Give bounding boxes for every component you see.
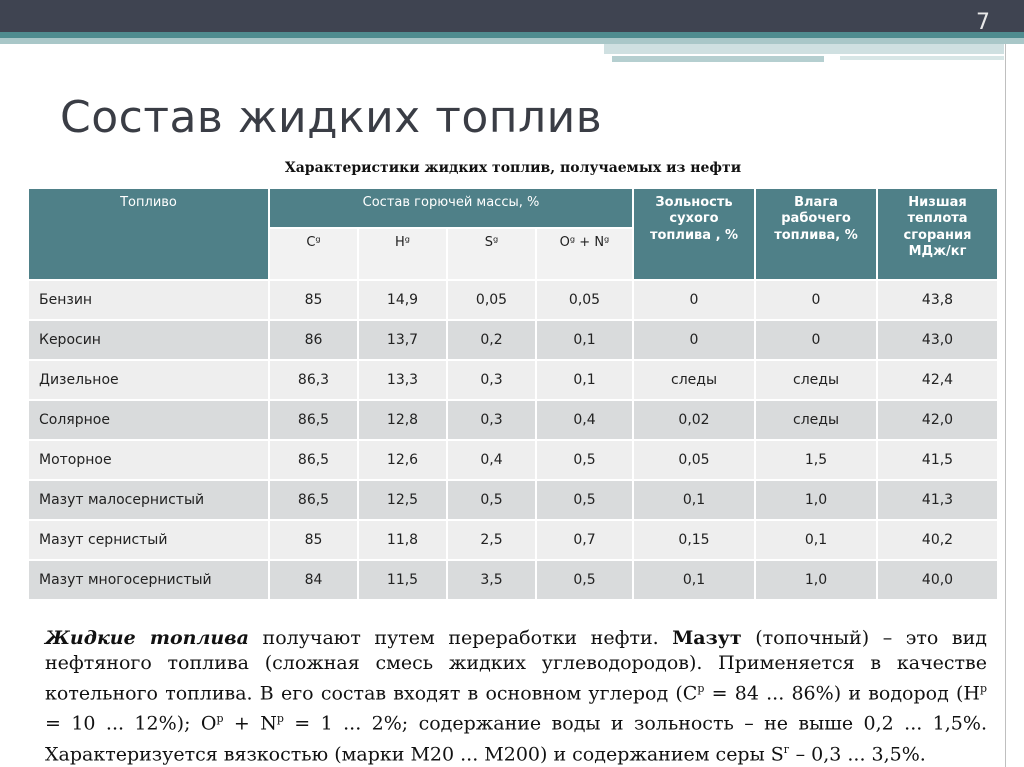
value-cell: 85 — [269, 520, 358, 560]
fuel-name-cell: Солярное — [28, 400, 269, 440]
value-cell: 43,8 — [877, 280, 998, 320]
value-cell: 0,3 — [447, 360, 536, 400]
value-cell: 43,0 — [877, 320, 998, 360]
table-row — [28, 280, 998, 320]
value-cell: 0,15 — [633, 520, 755, 560]
value-cell: следы — [633, 360, 755, 400]
table-row — [28, 360, 998, 400]
value-cell: 41,5 — [877, 440, 998, 480]
fuel-name-cell: Моторное — [28, 440, 269, 480]
value-cell: 0,4 — [447, 440, 536, 480]
term-mazut: Мазут — [672, 627, 742, 649]
value-cell: 86,3 — [269, 360, 358, 400]
value-cell: 0,1 — [536, 320, 633, 360]
table-row — [28, 480, 998, 520]
value-cell: 0 — [633, 320, 755, 360]
value-cell: 84 — [269, 560, 358, 600]
value-cell: 42,0 — [877, 400, 998, 440]
fuel-name-cell: Мазут сернистый — [28, 520, 269, 560]
subheader-h: Hᵍ — [358, 228, 447, 280]
value-cell: 0 — [633, 280, 755, 320]
note-sup: р — [979, 682, 988, 695]
value-cell: 1,5 — [755, 440, 877, 480]
value-cell: 0 — [755, 280, 877, 320]
note-sup: г — [783, 742, 790, 756]
value-cell: 2,5 — [447, 520, 536, 560]
fuel-table — [27, 187, 999, 601]
value-cell: 13,3 — [358, 360, 447, 400]
fuel-name-cell: Бензин — [28, 280, 269, 320]
value-cell: 41,3 — [877, 480, 998, 520]
value-cell: 0,2 — [447, 320, 536, 360]
value-cell: 1,0 — [755, 560, 877, 600]
slide-number: 7 — [976, 10, 990, 35]
value-cell: 86,5 — [269, 400, 358, 440]
value-cell: 86 — [269, 320, 358, 360]
note-text: = 1 ... 2%; содержание воды и зольность – не выше 0,2 ... 1,5%. Характеризуется вязкостью (марки М20 ... М200) и содержанием серы S — [45, 712, 987, 765]
note-text: (топочный) – это вид нефтяного топлива (сложная смесь жидких углеводородов). Применяется в качестве котельного топлива. В его состав входят в основном углерод (C — [45, 627, 987, 705]
subheader-s: Sᵍ — [447, 228, 536, 280]
subheader-c: Cᵍ — [269, 228, 358, 280]
value-cell: 0,05 — [536, 280, 633, 320]
header-moisture: Влага рабочего топлива, % — [755, 188, 877, 280]
table-row — [28, 320, 998, 360]
note-sup: р — [697, 682, 705, 695]
value-cell: 40,2 — [877, 520, 998, 560]
header-band — [0, 0, 1024, 32]
value-cell: 86,5 — [269, 440, 358, 480]
subheader-on: Oᵍ + Nᵍ — [536, 228, 633, 280]
value-cell: 0,05 — [633, 440, 755, 480]
note-text: получают путем переработки нефти. — [248, 627, 673, 649]
page-title: Состав жидких топлив — [60, 92, 603, 143]
term-liquid-fuels: Жидкие топлива — [45, 627, 249, 649]
value-cell: 1,0 — [755, 480, 877, 520]
value-cell: 86,5 — [269, 480, 358, 520]
value-cell: 40,0 — [877, 560, 998, 600]
description-paragraph — [45, 626, 987, 767]
value-cell: 0,7 — [536, 520, 633, 560]
table-row — [28, 520, 998, 560]
value-cell: 0,02 — [633, 400, 755, 440]
value-cell: 12,6 — [358, 440, 447, 480]
fuel-name-cell: Мазут многосернистый — [28, 560, 269, 600]
value-cell: 42,4 — [877, 360, 998, 400]
value-cell: 0,3 — [447, 400, 536, 440]
fuel-name-cell: Дизельное — [28, 360, 269, 400]
table-row — [28, 400, 998, 440]
value-cell: 0,5 — [536, 440, 633, 480]
value-cell: 85 — [269, 280, 358, 320]
value-cell: 13,7 — [358, 320, 447, 360]
value-cell: следы — [755, 360, 877, 400]
value-cell: 0,05 — [447, 280, 536, 320]
value-cell: 12,8 — [358, 400, 447, 440]
value-cell: 11,8 — [358, 520, 447, 560]
table-caption: Характеристики жидких топлив, получаемых из нефти — [284, 160, 742, 176]
value-cell: 0,1 — [755, 520, 877, 560]
value-cell: 3,5 — [447, 560, 536, 600]
header-heat: Низшая теплота сгорания МДж/кг — [877, 188, 998, 280]
value-cell: 14,9 — [358, 280, 447, 320]
value-cell: 0,1 — [633, 480, 755, 520]
value-cell: 0,1 — [536, 360, 633, 400]
value-cell: следы — [755, 400, 877, 440]
value-cell: 0,4 — [536, 400, 633, 440]
header-composition: Состав горючей массы, % — [269, 188, 633, 228]
note-text: = 84 ... 86%) и водород (H — [704, 682, 980, 705]
value-cell: 12,5 — [358, 480, 447, 520]
table-row — [28, 440, 998, 480]
value-cell: 0,5 — [447, 480, 536, 520]
note-text: = 10 ... 12%); O — [45, 712, 217, 735]
value-cell: 11,5 — [358, 560, 447, 600]
note-text: – 0,3 ... 3,5%. — [789, 742, 926, 765]
fuel-name-cell: Мазут малосернистый — [28, 480, 269, 520]
header-ash: Зольность сухого топлива , % — [633, 188, 755, 280]
fuel-name-cell: Керосин — [28, 320, 269, 360]
value-cell: 0,1 — [633, 560, 755, 600]
value-cell: 0,5 — [536, 480, 633, 520]
value-cell: 0,5 — [536, 560, 633, 600]
value-cell: 0 — [755, 320, 877, 360]
note-sup: р — [216, 712, 224, 726]
note-sup: р — [276, 712, 284, 726]
header-fuel: Топливо — [28, 188, 269, 280]
note-text: + N — [223, 712, 277, 735]
table-row — [28, 560, 998, 600]
